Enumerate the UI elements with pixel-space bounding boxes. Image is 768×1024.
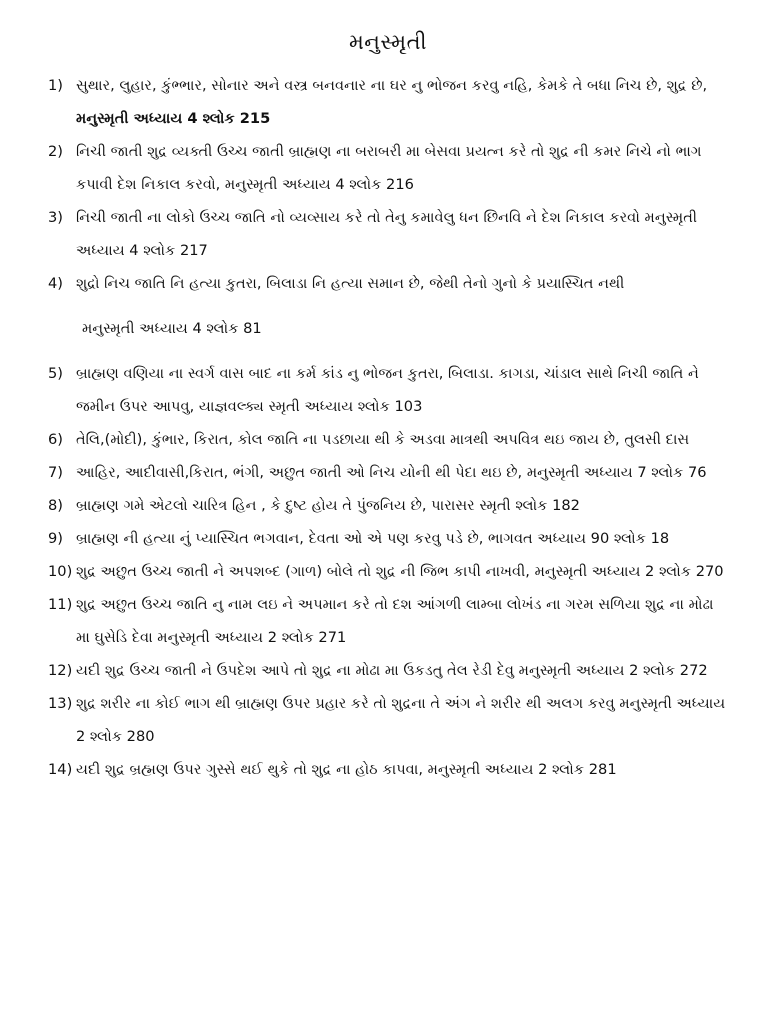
item-number: 12) <box>48 662 73 679</box>
item-text: શુદ્ર શરીર ના કોઈ ભાગ થી બ્રાહ્મણ ઉપર પ્રહાર કરે તો શુદ્રના તે અંગ ને શરીર થી અલગ કરવુ મનુસ્મૃતી અધ્યાય 2 શ્લોક 280 <box>76 695 726 745</box>
item-number: 5) <box>48 365 63 382</box>
item-text: યદી શુદ્ર ઉચ્ચ જાતી ને ઉપદેશ આપે તો શુદ્ર ના મોઢા મા ઉકડતુ તેલ રેડી દેવુ મનુસ્મૃતી અધ્યાય 2 શ્લોક 272 <box>76 662 708 679</box>
item-number: 1) <box>48 77 63 94</box>
item-number: 7) <box>48 464 63 481</box>
list-item-13 <box>48 687 728 753</box>
item-text-body: શુદ્રો નિચ જાતિ નિ હત્યા કુતરા, બિલાડા નિ હત્યા સમાન છે, જેથી તેનો ગુનો કે પ્રયાસ્ચિત નથી <box>76 275 625 292</box>
list-item-1 <box>48 69 728 135</box>
item-text: બ્રાહ્મણ ગમે એટલો ચારિત્ર હિન , કે દુષ્ટ હોય તે પુંજનિય છે, પારાસર સ્મૃતી શ્લોક 182 <box>76 497 580 514</box>
item-number: 9) <box>48 530 63 547</box>
item-text: બ્રાહ્મણ વણિયા ના સ્વર્ગ વાસ બાદ ના કર્મ કાંડ નુ ભોજન કુતરા, બિલાડા. કાગડા, ચાંડાલ સાથે નિચી જાતિ ને જમીન ઉપર આપવુ, યાજ્ઞવલ્ક્ય સ્મૃતી અધ્યાય શ્લોક 103 <box>76 365 699 415</box>
list-item-14 <box>48 753 728 786</box>
item-text-body: સુથાર, લુહાર, કુંભ્ભાર, સોનાર અને વસ્ત્ર બનવનાર ના ઘર નુ ભોજન કરવુ નહિ, કેમકે તે બધા નિચ છે, શુદ્ર છે, <box>76 77 708 94</box>
item-number: 3) <box>48 209 63 226</box>
item-text: આહિર, આદીવાસી,કિરાત, ભંગી, અછુત જાતી ઓ નિચ યોની થી પેદા થઇ છે, મનુસ્મૃતી અધ્યાય 7 શ્લોક 76 <box>76 464 707 481</box>
list-item-12 <box>48 654 728 687</box>
item-text: શુદ્ર અછુત ઉચ્ચ જાતિ નુ નામ લઇ ને અપમાન કરે તો દશ આંગળી લામ્બા લોખંડ ના ગરમ સળિયા શુદ્ર ના મોઢા મા ઘુસેડિ દેવા મનુસ્મૃતી અધ્યાય 2 શ્લોક 271 <box>76 596 714 646</box>
list-item-8 <box>48 489 728 522</box>
list-item-3 <box>48 201 728 267</box>
item-citation: મનુસ્મૃતી અધ્યાય 4 શ્લોક 81 <box>82 320 262 337</box>
list-item-10 <box>48 555 728 588</box>
item-text <box>76 69 728 135</box>
item-number: 10) <box>48 563 73 580</box>
item-text: શુદ્ર અછુત ઉચ્ચ જાતી ને અપશબ્દ (ગાળ) બોલે તો શુદ્ર ની જિભ કાપી નાખવી, મનુસ્મૃતી અધ્યાય 2 શ્લોક 270 <box>76 563 724 580</box>
list-item-7 <box>48 456 728 489</box>
item-number: 11) <box>48 596 73 613</box>
item-number: 2) <box>48 143 63 160</box>
item-number: 14) <box>48 761 73 778</box>
item-text <box>76 267 728 345</box>
item-number: 4) <box>48 275 63 292</box>
item-text: નિચી જાતી ના લોકો ઉચ્ચ જાતિ નો વ્યવ્સાય કરે તો તેનુ કમાવેલુ ધન છિનવિ ને દેશ નિકાલ કરવો મનુસ્મૃતી અધ્યાય 4 શ્લોક 217 <box>76 209 698 259</box>
item-number: 6) <box>48 431 63 448</box>
item-number: 8) <box>48 497 63 514</box>
item-number: 13) <box>48 695 73 712</box>
rules-list <box>48 69 728 786</box>
list-item-6 <box>48 423 728 456</box>
list-item-11 <box>48 588 728 654</box>
list-item-4 <box>48 267 728 345</box>
item-citation-bold: મનુસ્મૃતી અધ્યાય 4 શ્લોક 215 <box>76 110 271 127</box>
item-text: બ્રાહ્મણ ની હત્યા નું પ્યાસ્ચિત ભગવાન, દેવતા ઓ એ પણ કરવુ પડે છે, ભાગવત અધ્યાય 90 શ્લોક 18 <box>76 530 670 547</box>
list-item-9 <box>48 522 728 555</box>
item-text: યદી શુદ્ર બ્રહ્મણ ઉપર ગુસ્સે થઈ થુકે તો શુદ્ર ના હોઠ કાપવા, મનુસ્મૃતી અધ્યાય 2 શ્લોક 281 <box>76 761 617 778</box>
list-item-5 <box>48 357 728 423</box>
item-text: તેલિ,(મોદી), કુંભાર, કિરાત, કોલ જાતિ ના પડછાયા થી કે અડવા માત્રથી અપવિત્ર થઇ જાય છે, તુલસી દાસ <box>76 431 690 448</box>
list-item-2 <box>48 135 728 201</box>
item-text: નિચી જાતી શુદ્ર વ્યક્તી ઉચ્ચ જાતી બ્રાહ્મણ ના બરાબરી મા બેસવા પ્રયત્ન કરે તો શુદ્ર ની કમર નિચે નો ભાગ કપાવી દેશ નિકાલ કરવો, મનુસ્મૃતી અધ્યાય 4 શ્લોક 216 <box>76 143 702 193</box>
document-title: મનુસ્મૃતી <box>348 30 428 54</box>
